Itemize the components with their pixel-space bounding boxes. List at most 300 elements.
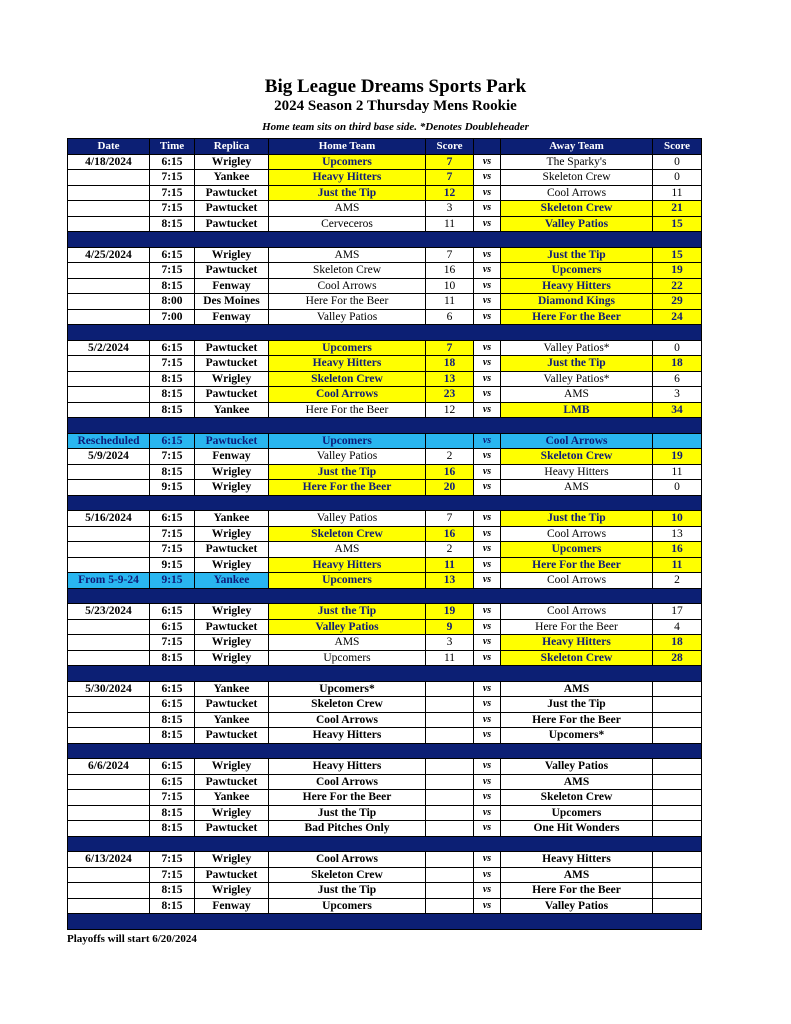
replica-cell: Yankee: [195, 681, 269, 697]
away-score-cell: 13: [653, 526, 702, 542]
game-row: [68, 263, 702, 279]
separator-cell: [68, 743, 702, 759]
away-team-cell: AMS: [501, 774, 653, 790]
vs-cell: vs: [474, 433, 501, 449]
home-score-cell: [426, 697, 474, 713]
away-score-cell: 21: [653, 201, 702, 217]
home-score-cell: [426, 774, 474, 790]
home-score-cell: 16: [426, 526, 474, 542]
replica-cell: Fenway: [195, 278, 269, 294]
home-team-cell: Heavy Hitters: [269, 728, 426, 744]
game-row: [68, 557, 702, 573]
home-team-cell: Skeleton Crew: [269, 263, 426, 279]
replica-cell: Pawtucket: [195, 821, 269, 837]
home-team-cell: Valley Patios: [269, 449, 426, 465]
week-separator: [68, 588, 702, 604]
home-score-cell: 11: [426, 650, 474, 666]
replica-cell: Fenway: [195, 309, 269, 325]
game-row: [68, 433, 702, 449]
home-score-cell: [426, 898, 474, 914]
date-cell: [68, 790, 150, 806]
replica-cell: Wrigley: [195, 852, 269, 868]
time-cell: 7:15: [150, 526, 195, 542]
replica-cell: Pawtucket: [195, 697, 269, 713]
vs-cell: vs: [474, 821, 501, 837]
away-team-cell: Heavy Hitters: [501, 464, 653, 480]
separator-cell: [68, 495, 702, 511]
date-cell: [68, 309, 150, 325]
date-cell: 6/13/2024: [68, 852, 150, 868]
date-cell: [68, 867, 150, 883]
time-cell: 8:15: [150, 898, 195, 914]
home-score-cell: [426, 883, 474, 899]
away-team-cell: Diamond Kings: [501, 294, 653, 310]
home-score-cell: 16: [426, 263, 474, 279]
game-row: [68, 449, 702, 465]
replica-cell: Pawtucket: [195, 201, 269, 217]
home-team-cell: Just the Tip: [269, 805, 426, 821]
away-team-cell: Just the Tip: [501, 697, 653, 713]
vs-cell: vs: [474, 402, 501, 418]
time-cell: 8:15: [150, 216, 195, 232]
time-cell: 9:15: [150, 573, 195, 589]
replica-cell: Pawtucket: [195, 356, 269, 372]
time-cell: 7:15: [150, 356, 195, 372]
time-cell: 8:15: [150, 650, 195, 666]
away-team-cell: LMB: [501, 402, 653, 418]
away-score-cell: 10: [653, 511, 702, 527]
home-team-cell: Just the Tip: [269, 464, 426, 480]
home-team-cell: Here For the Beer: [269, 402, 426, 418]
replica-cell: Wrigley: [195, 464, 269, 480]
time-cell: 8:15: [150, 387, 195, 403]
away-score-cell: [653, 681, 702, 697]
away-team-cell: Skeleton Crew: [501, 170, 653, 186]
away-score-cell: 0: [653, 340, 702, 356]
week-separator: [68, 914, 702, 930]
away-team-cell: Valley Patios*: [501, 340, 653, 356]
away-team-cell: Upcomers*: [501, 728, 653, 744]
home-score-cell: 11: [426, 557, 474, 573]
schedule-note: Home team sits on third base side. *Denotes Doubleheader: [262, 121, 529, 133]
away-score-cell: 11: [653, 464, 702, 480]
replica-cell: Pawtucket: [195, 263, 269, 279]
home-team-cell: Upcomers: [269, 154, 426, 170]
away-score-cell: 4: [653, 619, 702, 635]
home-score-cell: 13: [426, 573, 474, 589]
away-score-cell: 22: [653, 278, 702, 294]
game-row: [68, 356, 702, 372]
vs-cell: vs: [474, 604, 501, 620]
header-date: Date: [68, 139, 150, 155]
game-row: [68, 619, 702, 635]
vs-cell: vs: [474, 340, 501, 356]
game-row: [68, 480, 702, 496]
time-cell: 7:15: [150, 635, 195, 651]
away-score-cell: 0: [653, 154, 702, 170]
game-row: [68, 511, 702, 527]
date-cell: [68, 619, 150, 635]
header-home-score: Score: [426, 139, 474, 155]
home-score-cell: 9: [426, 619, 474, 635]
date-cell: [68, 170, 150, 186]
week-separator: [68, 836, 702, 852]
game-row: [68, 898, 702, 914]
replica-cell: Wrigley: [195, 480, 269, 496]
vs-cell: vs: [474, 154, 501, 170]
game-row: [68, 650, 702, 666]
home-team-cell: AMS: [269, 201, 426, 217]
date-cell: 4/25/2024: [68, 247, 150, 263]
away-score-cell: 0: [653, 480, 702, 496]
game-row: [68, 309, 702, 325]
away-score-cell: 2: [653, 573, 702, 589]
date-cell: [68, 356, 150, 372]
time-cell: 6:15: [150, 433, 195, 449]
date-cell: [68, 263, 150, 279]
replica-cell: Pawtucket: [195, 340, 269, 356]
date-cell: 5/16/2024: [68, 511, 150, 527]
header-row: [68, 139, 702, 155]
vs-cell: vs: [474, 449, 501, 465]
home-score-cell: [426, 805, 474, 821]
date-cell: [68, 635, 150, 651]
home-score-cell: 23: [426, 387, 474, 403]
away-score-cell: [653, 790, 702, 806]
home-score-cell: 2: [426, 542, 474, 558]
away-score-cell: [653, 821, 702, 837]
away-team-cell: Here For the Beer: [501, 619, 653, 635]
vs-cell: vs: [474, 774, 501, 790]
away-team-cell: The Sparky's: [501, 154, 653, 170]
time-cell: 6:15: [150, 697, 195, 713]
time-cell: 6:15: [150, 619, 195, 635]
home-team-cell: Heavy Hitters: [269, 356, 426, 372]
time-cell: 9:15: [150, 557, 195, 573]
away-team-cell: Upcomers: [501, 542, 653, 558]
time-cell: 6:15: [150, 340, 195, 356]
home-score-cell: 7: [426, 340, 474, 356]
away-score-cell: [653, 867, 702, 883]
replica-cell: Yankee: [195, 790, 269, 806]
schedule-body: [68, 154, 702, 929]
game-row: [68, 340, 702, 356]
vs-cell: vs: [474, 852, 501, 868]
home-score-cell: 19: [426, 604, 474, 620]
away-team-cell: Cool Arrows: [501, 433, 653, 449]
date-cell: [68, 728, 150, 744]
date-cell: 4/18/2024: [68, 154, 150, 170]
page-subtitle: 2024 Season 2 Thursday Mens Rookie: [274, 98, 517, 114]
time-cell: 8:15: [150, 402, 195, 418]
header-home-team: Home Team: [269, 139, 426, 155]
home-team-cell: Valley Patios: [269, 619, 426, 635]
away-score-cell: [653, 728, 702, 744]
replica-cell: Fenway: [195, 898, 269, 914]
home-team-cell: Upcomers: [269, 433, 426, 449]
vs-cell: vs: [474, 387, 501, 403]
vs-cell: vs: [474, 542, 501, 558]
vs-cell: vs: [474, 712, 501, 728]
time-cell: 7:15: [150, 790, 195, 806]
week-separator: [68, 666, 702, 682]
time-cell: 9:15: [150, 480, 195, 496]
date-cell: [68, 557, 150, 573]
date-cell: [68, 542, 150, 558]
away-team-cell: Valley Patios: [501, 898, 653, 914]
replica-cell: Wrigley: [195, 805, 269, 821]
time-cell: 7:15: [150, 263, 195, 279]
away-team-cell: Upcomers: [501, 263, 653, 279]
date-cell: [68, 898, 150, 914]
date-cell: [68, 294, 150, 310]
home-team-cell: AMS: [269, 247, 426, 263]
home-team-cell: Heavy Hitters: [269, 759, 426, 775]
game-row: [68, 464, 702, 480]
home-team-cell: Cool Arrows: [269, 387, 426, 403]
replica-cell: Wrigley: [195, 371, 269, 387]
game-row: [68, 697, 702, 713]
replica-cell: Yankee: [195, 573, 269, 589]
separator-cell: [68, 418, 702, 434]
vs-cell: vs: [474, 247, 501, 263]
away-score-cell: 15: [653, 247, 702, 263]
replica-cell: Pawtucket: [195, 216, 269, 232]
game-row: [68, 790, 702, 806]
replica-cell: Yankee: [195, 402, 269, 418]
game-row: [68, 201, 702, 217]
vs-cell: vs: [474, 898, 501, 914]
home-team-cell: Skeleton Crew: [269, 697, 426, 713]
vs-cell: vs: [474, 263, 501, 279]
date-cell: [68, 278, 150, 294]
home-team-cell: Upcomers: [269, 573, 426, 589]
vs-cell: vs: [474, 170, 501, 186]
home-team-cell: Valley Patios: [269, 309, 426, 325]
home-team-cell: Just the Tip: [269, 604, 426, 620]
time-cell: 6:15: [150, 511, 195, 527]
home-score-cell: 20: [426, 480, 474, 496]
date-cell: [68, 805, 150, 821]
away-team-cell: AMS: [501, 867, 653, 883]
away-score-cell: [653, 805, 702, 821]
game-row: [68, 185, 702, 201]
vs-cell: vs: [474, 790, 501, 806]
time-cell: 6:15: [150, 154, 195, 170]
playoffs-note: Playoffs will start 6/20/2024: [67, 933, 197, 945]
time-cell: 7:15: [150, 185, 195, 201]
home-score-cell: [426, 712, 474, 728]
game-row: [68, 774, 702, 790]
away-score-cell: 3: [653, 387, 702, 403]
away-score-cell: 11: [653, 557, 702, 573]
home-team-cell: Cool Arrows: [269, 278, 426, 294]
home-team-cell: Heavy Hitters: [269, 170, 426, 186]
away-score-cell: [653, 433, 702, 449]
away-team-cell: Just the Tip: [501, 356, 653, 372]
replica-cell: Fenway: [195, 449, 269, 465]
away-team-cell: Skeleton Crew: [501, 650, 653, 666]
replica-cell: Wrigley: [195, 883, 269, 899]
away-team-cell: Skeleton Crew: [501, 201, 653, 217]
home-team-cell: Bad Pitches Only: [269, 821, 426, 837]
time-cell: 8:15: [150, 712, 195, 728]
away-team-cell: Cool Arrows: [501, 526, 653, 542]
replica-cell: Pawtucket: [195, 433, 269, 449]
game-row: [68, 278, 702, 294]
time-cell: 8:15: [150, 464, 195, 480]
game-row: [68, 294, 702, 310]
home-team-cell: Cool Arrows: [269, 712, 426, 728]
time-cell: 7:15: [150, 867, 195, 883]
vs-cell: vs: [474, 216, 501, 232]
away-team-cell: Skeleton Crew: [501, 449, 653, 465]
home-team-cell: Upcomers*: [269, 681, 426, 697]
home-team-cell: Upcomers: [269, 898, 426, 914]
date-cell: From 5-9-24: [68, 573, 150, 589]
away-score-cell: 19: [653, 449, 702, 465]
away-team-cell: Heavy Hitters: [501, 852, 653, 868]
away-score-cell: 28: [653, 650, 702, 666]
separator-cell: [68, 666, 702, 682]
away-score-cell: 0: [653, 170, 702, 186]
home-score-cell: 7: [426, 247, 474, 263]
vs-cell: vs: [474, 526, 501, 542]
home-score-cell: 7: [426, 170, 474, 186]
game-row: [68, 402, 702, 418]
home-score-cell: 6: [426, 309, 474, 325]
home-team-cell: Just the Tip: [269, 883, 426, 899]
home-score-cell: 12: [426, 185, 474, 201]
away-score-cell: [653, 883, 702, 899]
home-team-cell: Skeleton Crew: [269, 371, 426, 387]
game-row: [68, 216, 702, 232]
replica-cell: Wrigley: [195, 526, 269, 542]
vs-cell: vs: [474, 557, 501, 573]
replica-cell: Wrigley: [195, 650, 269, 666]
home-team-cell: Cool Arrows: [269, 852, 426, 868]
home-team-cell: Here For the Beer: [269, 480, 426, 496]
header-replica: Replica: [195, 139, 269, 155]
away-score-cell: 16: [653, 542, 702, 558]
game-row: [68, 805, 702, 821]
home-score-cell: [426, 681, 474, 697]
vs-cell: vs: [474, 294, 501, 310]
away-team-cell: Valley Patios: [501, 759, 653, 775]
away-team-cell: Valley Patios: [501, 216, 653, 232]
replica-cell: Wrigley: [195, 759, 269, 775]
time-cell: 6:15: [150, 774, 195, 790]
date-cell: [68, 216, 150, 232]
away-team-cell: Cool Arrows: [501, 573, 653, 589]
date-cell: [68, 201, 150, 217]
vs-cell: vs: [474, 371, 501, 387]
game-row: [68, 712, 702, 728]
time-cell: 8:15: [150, 278, 195, 294]
game-row: [68, 821, 702, 837]
game-row: [68, 542, 702, 558]
away-score-cell: 11: [653, 185, 702, 201]
separator-cell: [68, 232, 702, 248]
home-score-cell: [426, 821, 474, 837]
time-cell: 7:15: [150, 170, 195, 186]
home-team-cell: Upcomers: [269, 650, 426, 666]
vs-cell: vs: [474, 185, 501, 201]
vs-cell: vs: [474, 681, 501, 697]
home-team-cell: AMS: [269, 635, 426, 651]
home-team-cell: Just the Tip: [269, 185, 426, 201]
away-score-cell: [653, 852, 702, 868]
replica-cell: Wrigley: [195, 557, 269, 573]
date-cell: [68, 480, 150, 496]
date-cell: 5/30/2024: [68, 681, 150, 697]
time-cell: 8:15: [150, 821, 195, 837]
away-score-cell: [653, 898, 702, 914]
home-score-cell: [426, 433, 474, 449]
home-score-cell: [426, 867, 474, 883]
time-cell: 6:15: [150, 681, 195, 697]
away-team-cell: Heavy Hitters: [501, 278, 653, 294]
away-score-cell: 18: [653, 635, 702, 651]
separator-cell: [68, 914, 702, 930]
time-cell: 8:15: [150, 371, 195, 387]
home-score-cell: 11: [426, 216, 474, 232]
home-score-cell: [426, 759, 474, 775]
header-away-team: Away Team: [501, 139, 653, 155]
away-team-cell: Here For the Beer: [501, 557, 653, 573]
replica-cell: Wrigley: [195, 635, 269, 651]
vs-cell: vs: [474, 759, 501, 775]
home-score-cell: 18: [426, 356, 474, 372]
home-score-cell: 2: [426, 449, 474, 465]
away-score-cell: 15: [653, 216, 702, 232]
home-score-cell: 13: [426, 371, 474, 387]
game-row: [68, 604, 702, 620]
replica-cell: Yankee: [195, 712, 269, 728]
vs-cell: vs: [474, 805, 501, 821]
vs-cell: vs: [474, 883, 501, 899]
vs-cell: vs: [474, 619, 501, 635]
vs-cell: vs: [474, 635, 501, 651]
vs-cell: vs: [474, 480, 501, 496]
replica-cell: Wrigley: [195, 604, 269, 620]
away-score-cell: 17: [653, 604, 702, 620]
time-cell: 8:15: [150, 805, 195, 821]
vs-cell: vs: [474, 356, 501, 372]
away-team-cell: Just the Tip: [501, 247, 653, 263]
game-row: [68, 573, 702, 589]
away-team-cell: Cool Arrows: [501, 604, 653, 620]
separator-cell: [68, 325, 702, 341]
away-team-cell: AMS: [501, 387, 653, 403]
away-team-cell: Here For the Beer: [501, 712, 653, 728]
home-team-cell: Cool Arrows: [269, 774, 426, 790]
home-score-cell: 3: [426, 635, 474, 651]
replica-cell: Pawtucket: [195, 542, 269, 558]
replica-cell: Pawtucket: [195, 619, 269, 635]
vs-cell: vs: [474, 464, 501, 480]
week-separator: [68, 232, 702, 248]
time-cell: 6:15: [150, 604, 195, 620]
away-team-cell: One Hit Wonders: [501, 821, 653, 837]
replica-cell: Pawtucket: [195, 867, 269, 883]
game-row: [68, 728, 702, 744]
home-team-cell: Skeleton Crew: [269, 867, 426, 883]
replica-cell: Pawtucket: [195, 774, 269, 790]
vs-cell: vs: [474, 573, 501, 589]
home-team-cell: Cerveceros: [269, 216, 426, 232]
away-team-cell: Upcomers: [501, 805, 653, 821]
